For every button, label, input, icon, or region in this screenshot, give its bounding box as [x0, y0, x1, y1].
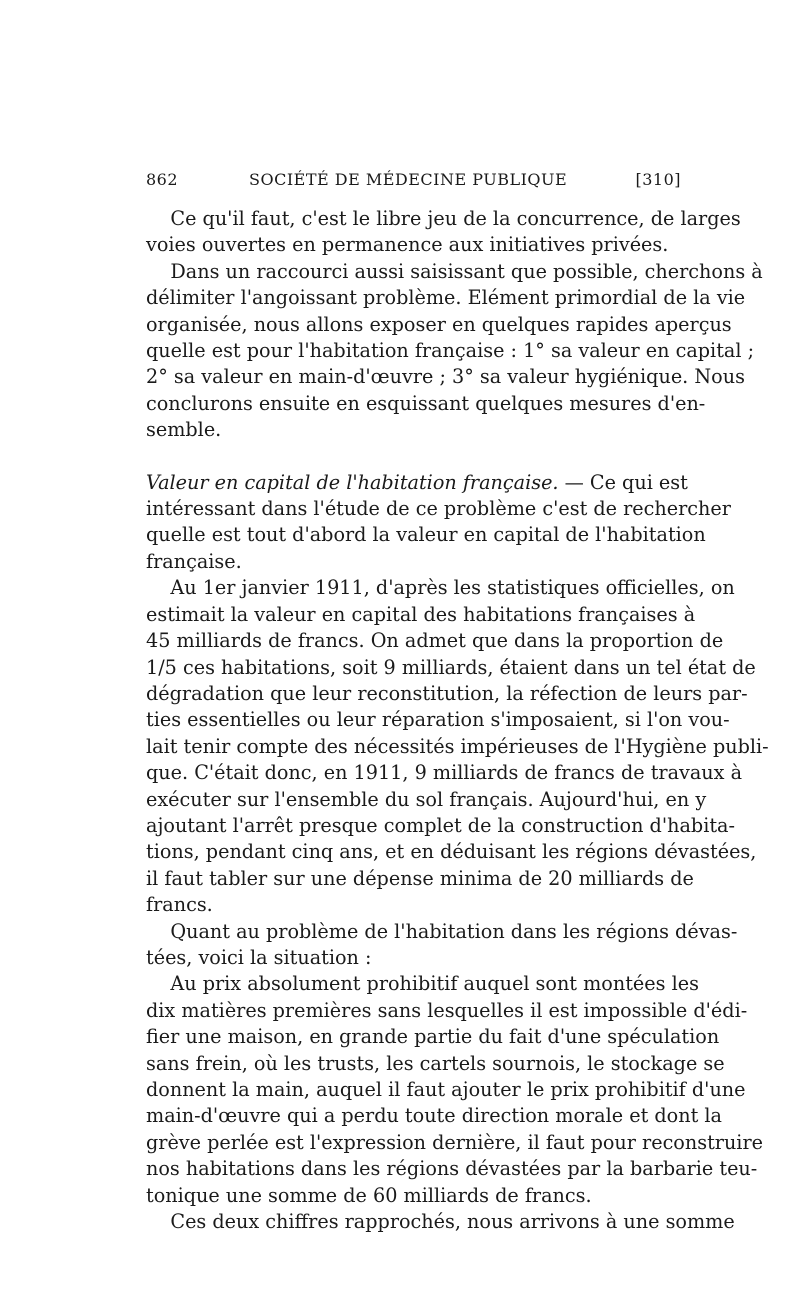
paragraph-2	[146, 259, 763, 444]
text-line: 2° sa valeur en main-d'œuvre ; 3° sa valeur hygiénique. Nous	[146, 365, 745, 389]
page-reference: [310]	[635, 170, 681, 189]
text-line: que. C'était donc, en 1911, 9 milliards de francs de travaux à	[146, 761, 743, 785]
text-line: conclurons ensuite en esquissant quelques mesures d'en-	[146, 391, 706, 415]
text-line: 45 milliards de francs. On admet que dans la proportion de	[146, 629, 724, 653]
text-line: fier une maison, en grande partie du fait d'une spéculation	[146, 1025, 720, 1049]
text-line: semble.	[146, 418, 222, 442]
text-line: exécuter sur l'ensemble du sol français. Aujourd'hui, en y	[146, 787, 707, 811]
text-line: sans frein, où les trusts, les cartels sournois, le stockage se	[146, 1051, 725, 1075]
section-heading: Valeur en capital de l'habitation française.	[146, 470, 559, 494]
text-line: tonique une somme de 60 milliards de francs.	[146, 1183, 592, 1207]
paragraph-1	[146, 206, 741, 259]
text-line: Ce qu'il faut, c'est le libre jeu de la concurrence, de larges	[146, 207, 741, 230]
text-line: lait tenir compte des nécessités impérieuses de l'Hygiène publi-	[146, 734, 769, 758]
text-line: voies ouvertes en permanence aux initiatives privées.	[146, 233, 669, 257]
text-line: grève perlée est l'expression dernière, il faut pour reconstruire	[146, 1130, 763, 1154]
text-line: tées, voici la situation :	[146, 945, 372, 969]
text-line	[146, 470, 688, 496]
text-line: organisée, nous allons exposer en quelques rapides aperçus	[146, 312, 732, 336]
paragraph-4	[146, 575, 769, 918]
text-line: Ces deux chiffres rapprochés, nous arrivons à une somme	[146, 1210, 735, 1234]
text-line: Quant au problème de l'habitation dans les régions dévas-	[146, 919, 738, 943]
text-line: délimiter l'angoissant problème. Elément primordial de la vie	[146, 286, 746, 310]
running-title: SOCIÉTÉ DE MÉDECINE PUBLIQUE	[249, 170, 568, 189]
text-line: main-d'œuvre qui a perdu toute direction morale et dont la	[146, 1104, 722, 1128]
paragraph-3	[146, 470, 731, 576]
text-fragment: — Ce qui est	[558, 470, 688, 494]
text-line: française.	[146, 549, 242, 573]
text-line: dix matières premières sans lesquelles il est impossible d'édi-	[146, 998, 748, 1022]
text-line: nos habitations dans les régions dévastées par la barbarie teu-	[146, 1157, 758, 1181]
paragraph-7	[146, 1209, 735, 1235]
text-line: tions, pendant cinq ans, et en déduisant les régions dévastées,	[146, 840, 757, 864]
text-line: donnent la main, auquel il faut ajouter le prix prohibitif d'une	[146, 1078, 746, 1101]
text-line: ajoutant l'arrêt presque complet de la construction d'habita-	[146, 813, 735, 837]
text-line: Dans un raccourci aussi saisissant que possible, cherchons à	[146, 259, 763, 283]
text-line: quelle est tout d'abord la valeur en capital de l'habitation	[146, 523, 706, 547]
text-line: il faut tabler sur une dépense minima de 20 milliards de	[146, 866, 694, 890]
text-line: intéressant dans l'étude de ce problème c'est de rechercher	[146, 497, 731, 521]
text-line: Au prix absolument prohibitif auquel sont montées les	[146, 972, 699, 996]
section-spacer	[146, 444, 674, 470]
page-number: 862	[146, 170, 179, 189]
text-line: quelle est pour l'habitation française : 1° sa valeur en capital ;	[146, 339, 755, 363]
text-line: francs.	[146, 893, 213, 917]
paragraph-6	[146, 971, 763, 1209]
text-line: Au 1er janvier 1911, d'après les statistiques officielles, on	[146, 576, 735, 600]
text-line: estimait la valeur en capital des habitations françaises à	[146, 602, 696, 626]
text-line: 1/5 ces habitations, soit 9 milliards, étaient dans un tel état de	[146, 655, 756, 679]
paragraph-5	[146, 919, 738, 972]
text-line: ties essentielles ou leur réparation s'imposaient, si l'on vou-	[146, 708, 730, 732]
body-text	[146, 206, 769, 1235]
running-header	[146, 170, 681, 194]
text-line: dégradation que leur reconstitution, la réfection de leurs par-	[146, 681, 748, 705]
